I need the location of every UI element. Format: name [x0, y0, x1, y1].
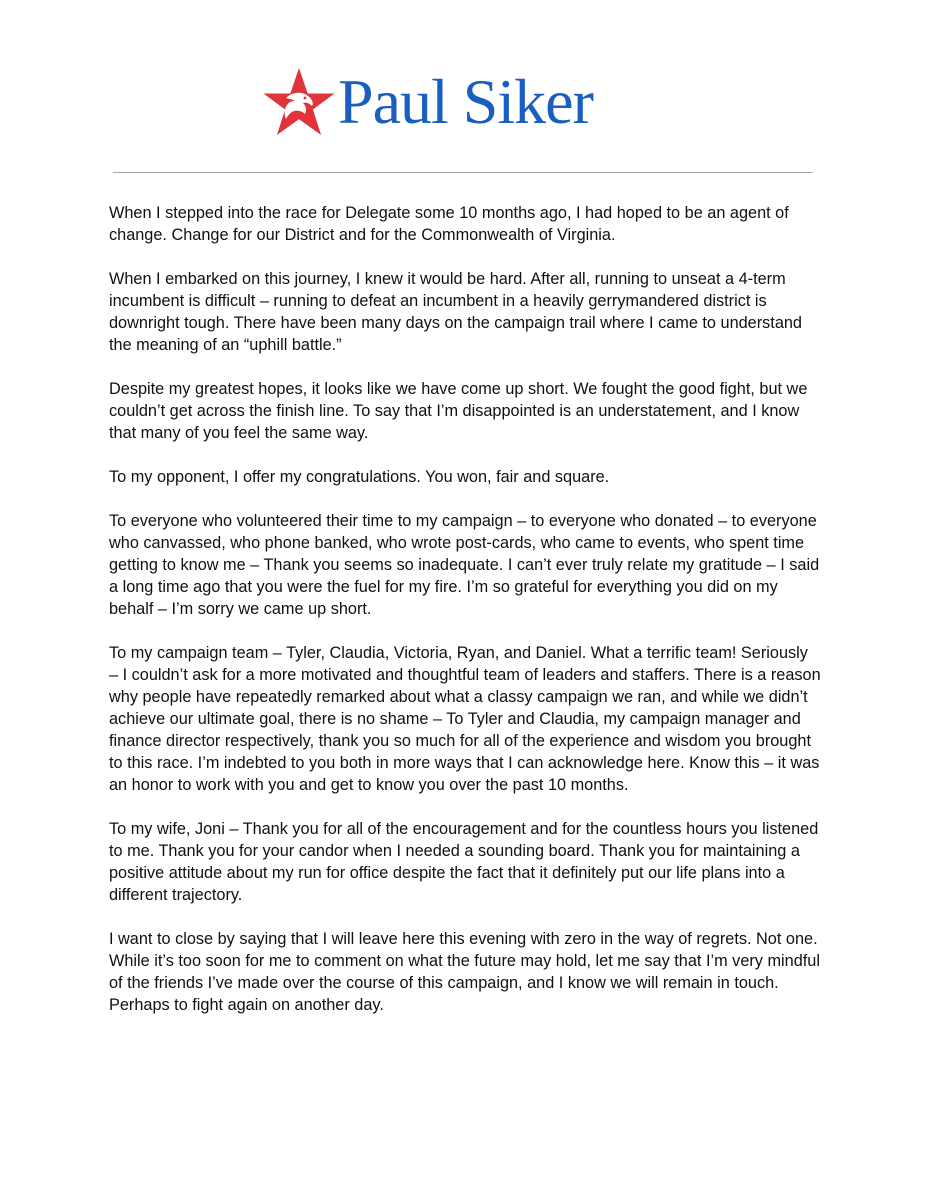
header-divider — [113, 172, 813, 173]
paragraph: When I stepped into the race for Delegate some 10 months ago, I had hoped to be an agent of change. Change for our District and for the Commonwealth of Virginia. — [109, 204, 789, 244]
letter-body — [109, 202, 821, 1038]
paragraph: I want to close by saying that I will leave here this evening with zero in the way of regrets. Not one. While it’s too soon for me to comment on what the future may hold, let me say that I’m very mindful of the friends I’ve made over the course of this campaign, and I know we will remain in touch. Perhaps to fight again on another day. — [109, 930, 820, 1014]
paragraph: To my campaign team – Tyler, Claudia, Victoria, Ryan, and Daniel. What a terrific team! Seriously – I couldn’t ask for a more motivated and thoughtful team of leaders and staffers. There is a reason why people have repeatedly remarked about what a classy campaign we ran, and while we didn’t achieve our ultimate goal, there is no shame – To Tyler and Claudia, my campaign manager and finance director respectively, thank you so much for all of the experience and wisdom you brought to this race. I’m indebted to you both in more ways that I can acknowledge here. Know this – it was an honor to work with you and get to know you over the past 10 months. — [109, 644, 821, 794]
campaign-logo — [262, 66, 662, 142]
paragraph: When I embarked on this journey, I knew it would be hard. After all, running to unseat a 4-term incumbent is difficult – running to defeat an incumbent in a heavily gerrymandered district is downright tough. There have been many days on the campaign trail where I came to understand the meaning of an “uphill battle.” — [109, 270, 802, 354]
candidate-name: Paul Siker — [338, 66, 593, 137]
star-icon — [262, 68, 336, 140]
paragraph: To everyone who volunteered their time to my campaign – to everyone who donated – to everyone who canvassed, who phone banked, who wrote post-cards, who came to events, who spent time getting to know me – Thank you seems so inadequate. I can’t ever truly relate my gratitude – I said a long time ago that you were the fuel for my fire. I’m so grateful for everything you did on my behalf – I’m sorry we came up short. — [109, 512, 820, 618]
paragraph: Despite my greatest hopes, it looks like we have come up short. We fought the good fight, but we couldn’t get across the finish line. To say that I’m disappointed is an understatement, and I know that many of you feel the same way. — [109, 380, 808, 442]
paragraph: To my opponent, I offer my congratulations. You won, fair and square. — [109, 468, 610, 486]
paragraph: To my wife, Joni – Thank you for all of the encouragement and for the countless hours you listened to me. Thank you for your candor when I needed a sounding board. Thank you for maintaining a positive attitude about my run for office despite the fact that it definitely put our life plans into a different trajectory. — [109, 820, 819, 904]
